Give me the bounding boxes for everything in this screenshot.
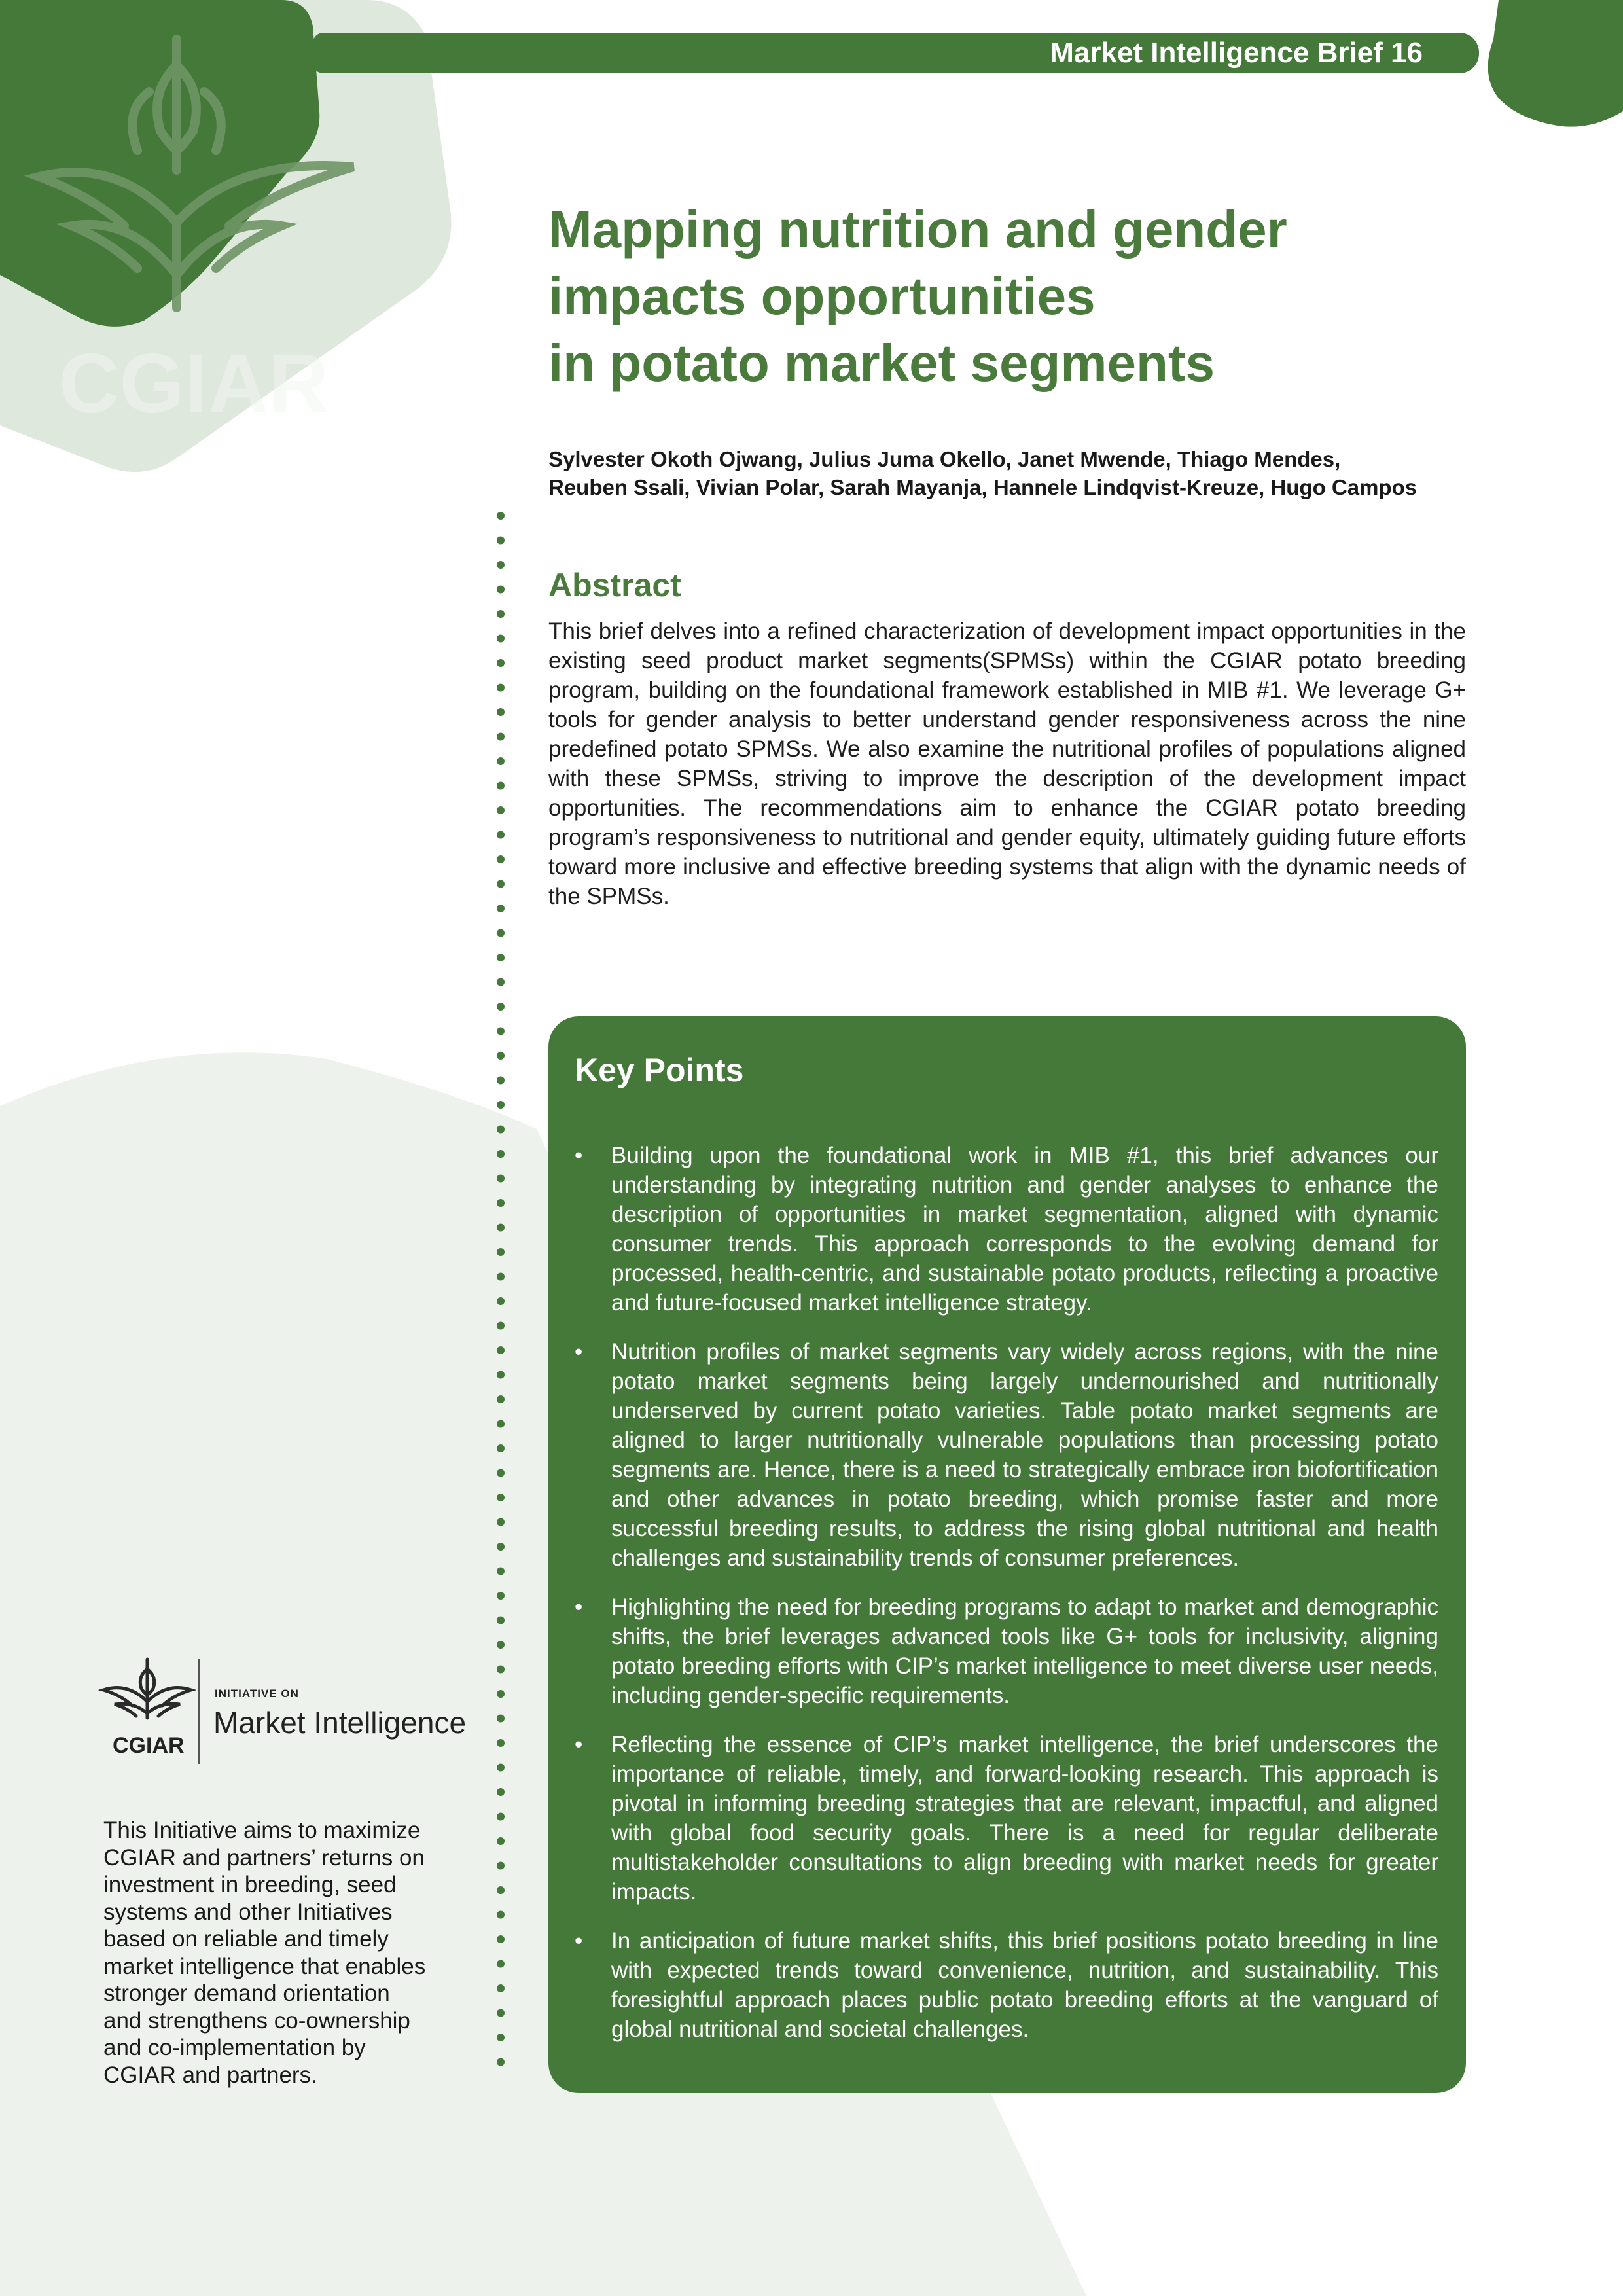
divider-dot — [497, 1641, 505, 1649]
initiative-line: and co-implementation by — [103, 2035, 366, 2060]
divider-dot — [497, 586, 505, 594]
bullet-icon: • — [575, 1339, 583, 1365]
divider-dot — [497, 1150, 505, 1158]
divider-dot — [497, 2034, 505, 2041]
key-points-list — [575, 1141, 1438, 2064]
initiative-line: market intelligence that enables — [103, 1953, 426, 1979]
divider-dot — [497, 757, 505, 765]
divider-dot — [497, 1101, 505, 1109]
logo-cgiar-text: CGIAR — [113, 1733, 185, 1758]
initiative-line: and strengthens co-ownership — [103, 2007, 410, 2034]
bullet-icon: • — [575, 1928, 583, 1954]
divider-dot — [497, 733, 505, 741]
divider-dot — [497, 1346, 505, 1354]
initiative-logo — [98, 1656, 471, 1774]
key-point-item — [575, 1141, 1438, 1318]
initiative-line: This Initiative aims to maximize — [103, 1818, 421, 1843]
title-line: Mapping nutrition and gender — [548, 200, 1287, 259]
divider-dot — [497, 1886, 505, 1894]
divider-dot — [497, 1690, 505, 1698]
divider-dot — [497, 1739, 505, 1747]
divider-dot — [497, 1935, 505, 1943]
title-line: in potato market segments — [548, 334, 1215, 392]
logo-divider — [198, 1659, 200, 1764]
bullet-icon: • — [575, 1143, 583, 1168]
divider-dot — [497, 1911, 505, 1919]
key-point-text: Nutrition profiles of market segments vary widely across regions, with the nine potato market segments being largely undernourished and nutritionally underserved by current potato varieties. Table potato market segments are aligned to larger nutritionally vulnerable populations than processing potato segments are. Hence, there is a need to strategically embrace iron biofortification and other advances in potato breeding, which promise faster and more successful breeding results, to address the rising global nutritional and health challenges and sustainability trends of consumer preferences. — [611, 1339, 1438, 1571]
logo-initiative-name: Market Intelligence — [213, 1706, 467, 1740]
divider-dot — [497, 1003, 505, 1011]
divider-dot — [497, 2058, 505, 2066]
divider-dot — [497, 1518, 505, 1526]
divider-dot — [497, 880, 505, 888]
divider-dot — [497, 561, 505, 569]
divider-dot — [497, 1984, 505, 1992]
divider-dot — [497, 1297, 505, 1305]
divider-dot — [497, 782, 505, 790]
divider-dot — [497, 1543, 505, 1551]
divider-dot — [497, 1052, 505, 1060]
key-point-text: Highlighting the need for breeding programs to adapt to market and demographic shifts, the brief leverages advanced tools like G+ tools for inclusivity, aligning potato breeding efforts with CIP’s market intelligence to meet diverse user needs, including gender-specific requirements. — [611, 1594, 1438, 1708]
initiative-line: based on reliable and timely — [103, 1926, 389, 1952]
divider-dot — [497, 1837, 505, 1845]
divider-dot — [497, 1469, 505, 1477]
divider-dot — [497, 831, 505, 839]
divider-dot — [497, 1224, 505, 1232]
divider-dot — [497, 1322, 505, 1330]
key-point-item — [575, 1926, 1438, 2044]
divider-dot — [497, 1077, 505, 1085]
divider-dot — [497, 1395, 505, 1403]
divider-dot — [497, 855, 505, 863]
divider-dot — [497, 1273, 505, 1281]
divider-dot — [497, 954, 505, 961]
cgiar-logo-icon — [98, 1656, 196, 1734]
divider-dot — [497, 1420, 505, 1428]
header-bar — [313, 33, 1479, 73]
divider-dot — [497, 1617, 505, 1624]
divider-dot — [497, 1494, 505, 1501]
divider-dot — [497, 1568, 505, 1575]
authors-line: Reuben Ssali, Vivian Polar, Sarah Mayanja, Hannele Lindqvist-Kreuze, Hugo Campos — [548, 475, 1418, 499]
title-line: impacts opportunities — [548, 267, 1096, 325]
initiative-line: CGIAR and partners’ returns on — [103, 1844, 425, 1871]
divider-dot — [497, 1199, 505, 1207]
cgiar-watermark-text: CGIAR — [59, 337, 329, 431]
logo-initiative-on: INITIATIVE ON — [215, 1687, 299, 1700]
initiative-line: CGIAR and partners. — [103, 2062, 317, 2088]
divider-dot — [497, 1248, 505, 1256]
divider-dot — [497, 1715, 505, 1723]
brief-label: Market Intelligence Brief 16 — [1050, 37, 1423, 69]
divider-dot — [497, 659, 505, 667]
divider-dot — [497, 1813, 505, 1821]
divider-dot — [497, 537, 505, 545]
authors — [548, 445, 1478, 501]
dotted-divider — [492, 511, 512, 2081]
divider-dot — [497, 708, 505, 716]
divider-dot — [497, 1764, 505, 1772]
key-point-item — [575, 1592, 1438, 1710]
divider-dot — [497, 1126, 505, 1134]
initiative-line: stronger demand orientation — [103, 1981, 390, 2006]
abstract-text: This brief delves into a refined characterization of development impact opportunities in the existing seed product market segments(SPMSs) within the CGIAR potato breeding program, building on the foundational framework established in MIB #1. We leverage G+ tools for gender analysis to better understand gender responsiveness across the nine predefined potato SPMSs. We also examine the nutritional profiles of populations aligned with these SPMSs, striving to improve the description of the development impact opportunities. The recommendations aim to enhance the CGIAR potato breeding program’s responsiveness to nutritional and gender equity, ultimately guiding future efforts toward more inclusive and effective breeding systems that align with the dynamic needs of the SPMSs. — [548, 619, 1466, 909]
initiative-line: investment in breeding, seed — [103, 1872, 397, 1897]
key-point-item — [575, 1730, 1438, 1907]
key-point-text: Reflecting the essence of CIP’s market intelligence, the brief underscores the importance of reliable, timely, and forward-looking research. This approach is pivotal in informing breeding strategies that are relevant, impactful, and aligned with global food security goals. There is a need for regular deliberate multistakeholder consultations to align breeding with market needs for greater impacts. — [611, 1732, 1438, 1905]
divider-dot — [497, 1862, 505, 1870]
divider-dot — [497, 1666, 505, 1674]
initiative-line: systems and other Initiatives — [103, 1899, 393, 1925]
key-points-heading: Key Points — [575, 1052, 744, 1088]
key-point-item — [575, 1337, 1438, 1573]
key-points-box — [548, 1016, 1466, 2093]
divider-dot — [497, 684, 505, 692]
bullet-icon: • — [575, 1594, 583, 1620]
divider-dot — [497, 1444, 505, 1452]
divider-dot — [497, 929, 505, 937]
abstract-heading: Abstract — [548, 567, 681, 603]
initiative-description — [103, 1817, 483, 2089]
authors-line: Sylvester Okoth Ojwang, Julius Juma Okello, Janet Mwende, Thiago Mendes, — [548, 447, 1341, 471]
key-point-text: In anticipation of future market shifts, this brief positions potato breeding in line with expected trends toward convenience, nutrition, and sustainability. This foresightful approach places public potato breeding efforts at the vanguard of global nutritional and societal challenges. — [611, 1928, 1438, 2042]
divider-dot — [497, 512, 505, 520]
divider-dot — [497, 806, 505, 814]
divider-dot — [497, 905, 505, 912]
divider-dot — [497, 635, 505, 643]
divider-dot — [497, 2009, 505, 2017]
divider-dot — [497, 1028, 505, 1035]
bullet-icon: • — [575, 1732, 583, 1757]
key-point-text: Building upon the foundational work in MIB #1, this brief advances our understanding by integrating nutrition and gender analyses to enhance the description of opportunities in market segmentation, aligned with dynamic consumer trends. This approach corresponds to the evolving demand for processed, health-centric, and sustainable potato products, reflecting a proactive and future-focused market intelligence strategy. — [611, 1143, 1438, 1316]
divider-dot — [497, 1592, 505, 1600]
divider-dot — [497, 1175, 505, 1183]
divider-dot — [497, 978, 505, 986]
page-title — [548, 196, 1465, 397]
divider-dot — [497, 1788, 505, 1796]
divider-dot — [497, 1371, 505, 1379]
divider-dot — [497, 1960, 505, 1968]
divider-dot — [497, 610, 505, 618]
